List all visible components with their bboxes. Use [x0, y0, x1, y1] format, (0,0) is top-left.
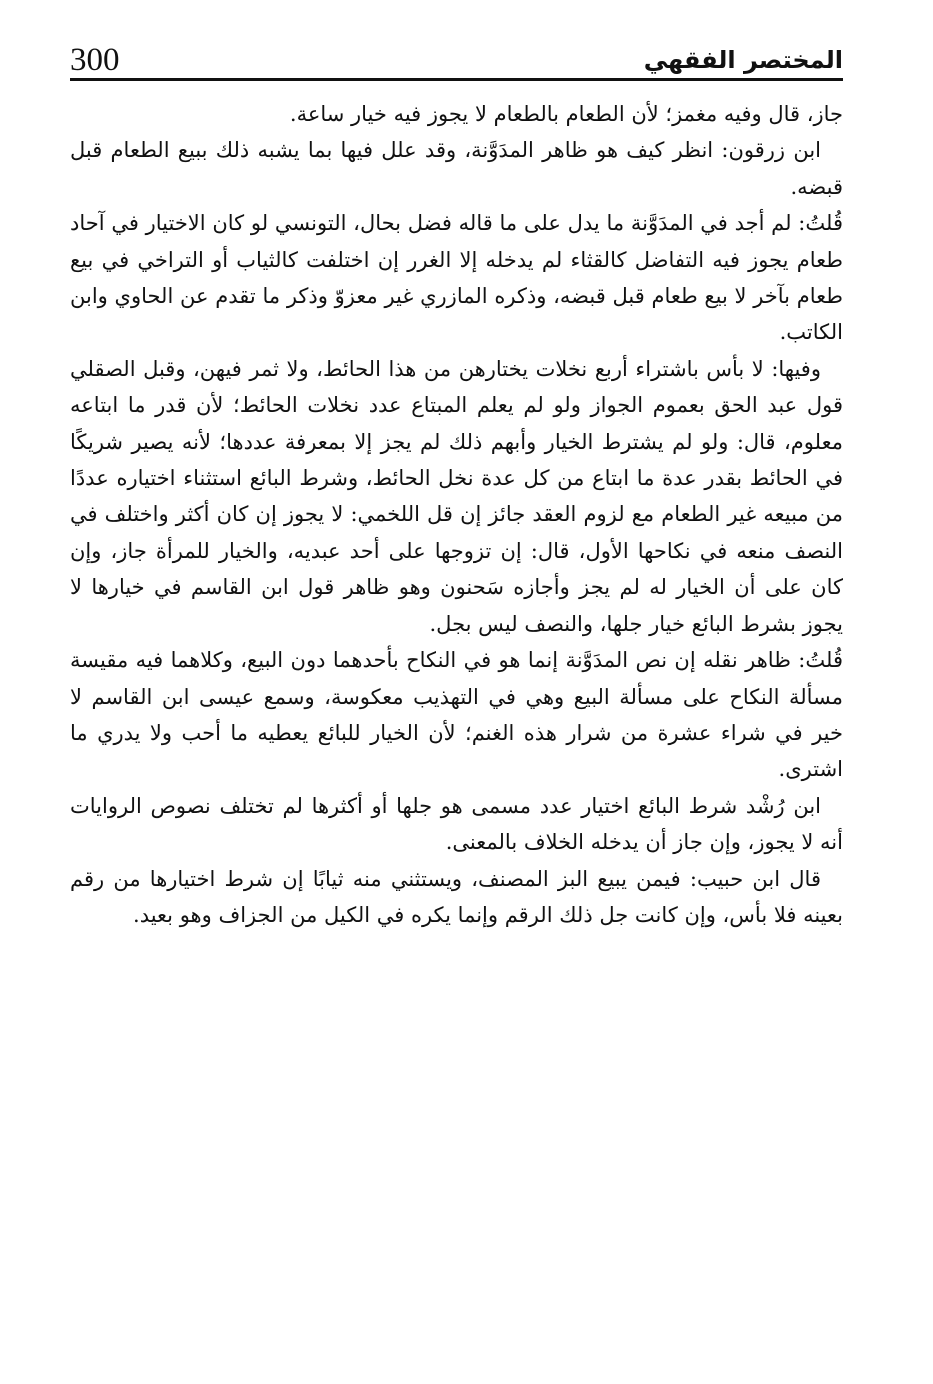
- page-number: 300: [70, 42, 120, 78]
- paragraph: ابن رُشْد شرط البائع اختيار عدد مسمى هو جلها أو أكثرها لم تختلف نصوص الروايات أنه لا يجوز، وإن جاز أن يدخله الخلاف بالمعنى.: [70, 793, 843, 855]
- paragraph: ابن زرقون: انظر كيف هو ظاهر المدَوَّنة، وقد علل فيها بما يشبه ذلك ببيع الطعام قبل قبضه.: [70, 138, 843, 199]
- paragraph: قال ابن حبيب: فيمن يبيع البز المصنف، ويستثني منه ثيابًا إن شرط اختيارها من رقم بعينه فلا بأس، وإن كانت جل ذلك الرقم وإنما يكره في الكيل من الجزاف وهو بعيد.: [70, 866, 843, 927]
- paragraph: قُلتُ: ظاهر نقله إن نص المدَوَّنة إنما هو في النكاح بأحدهما دون البيع، وكلاهما فيه مقيسة مسألة النكاح على مسألة البيع وهي في التهذيب معكوسة، وسمع عيسى ابن القاسم لا خير في شراء عشرة من شرار هذه الغنم؛ لأن الخيار للبائع يعطيه ما أحب ولا يدري ما اشترى.: [70, 648, 843, 782]
- paragraph: وفيها: لا بأس باشتراء أربع نخلات يختارهن من هذا الحائط، ولا ثمر فيهن، وقبل الصقلي قول عبد الحق بعموم الجواز ولو لم يعلم المبتاع عدد نخلات الحائط؛ لأن قدر ما ابتاعه معلوم، قال: ولو لم يشترط الخيار وأبهم ذلك لم يجز إلا بمعرفة عددها؛ لأنه يصير شريكًا في الحائط بقدر عدة ما ابتاع من كل عدة نخل الحائط، وشرط البائع استثناء اختياره عددًا من مبيعه غير الطعام مع لزوم العقد جائز إن قل اللخمي: لا يجوز إن كان أكثر واختلف في النصف منعه في نكاحها الأول، قال: إن تزوجها على أحد عبديه، والخيار للمرأة جاز، وإن كان على أن الخيار له لم يجز وأجازه سَحنون وهو ظاهر قول ابن القاسم في خيارها لا يجوز بشرط البائع خيار جلها، والنصف ليس بجل.: [70, 356, 843, 636]
- header-divider: [70, 78, 843, 81]
- paragraph: قُلتُ: لم أجد في المدَوَّنة ما يدل على ما قاله فضل بحال، التونسي لو كان الاختيار في آحاد طعام يجوز فيه التفاضل كالقثاء لم يدخله إلا الغرر إن اختلفت كالثياب أو التراخي في بيع طعام بآخر لا بيع طعام قبل قبضه، وذكره المازري غير معزوّ وذكر ما تقدم عن الحاوي وابن الكاتب.: [70, 211, 843, 345]
- running-title: المختصر الفقهي: [643, 46, 843, 74]
- paragraph: جاز، قال وفيه مغمز؛ لأن الطعام بالطعام لا يجوز فيه خيار ساعة.: [289, 102, 843, 126]
- main-text: [70, 96, 843, 933]
- page-header: [70, 22, 843, 80]
